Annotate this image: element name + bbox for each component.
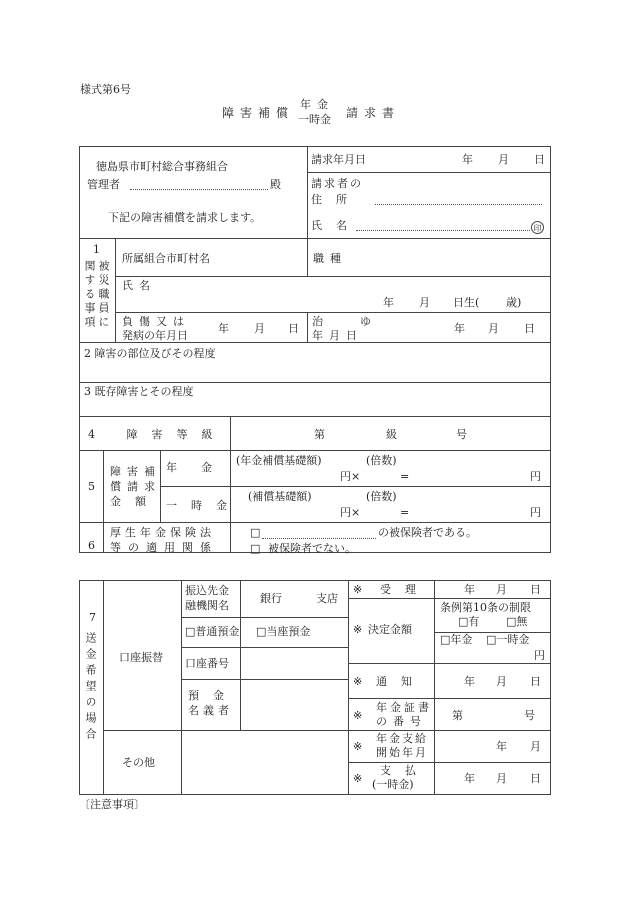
section5-number: 5 (88, 480, 95, 493)
pay-label-2: (一時金) (372, 778, 414, 791)
affiliation-label: 所属組合市町村名 (122, 252, 210, 265)
start-mark: ※ (353, 740, 363, 753)
pension-label: 年金 (166, 461, 236, 474)
current-deposit-checkbox[interactable]: □当座預金 (256, 625, 311, 638)
pension-yen-times: 円× (340, 470, 361, 483)
date-year: 年 (462, 153, 473, 166)
request-date-label: 請求年月日 (311, 153, 366, 166)
age: 歳) (506, 296, 522, 309)
article-limit-label: 条例第10条の制限 (440, 601, 531, 614)
insured-checkbox[interactable]: □ (250, 526, 261, 539)
notice-month: 月 (496, 675, 507, 688)
start-year: 年 (496, 740, 507, 753)
lump-equals: = (400, 506, 410, 519)
pension-yen: 円 (530, 470, 541, 483)
pay-month: 月 (496, 772, 507, 785)
seal-icon: 印 (531, 221, 544, 234)
limit-no-checkbox[interactable]: □無 (506, 615, 528, 628)
job-label: 職種 (313, 252, 347, 265)
birth-day: 日生( (453, 296, 480, 309)
pay-day: 日 (530, 772, 541, 785)
claimant-label: 請求者の (311, 177, 363, 190)
heal-day: 日 (524, 322, 535, 335)
cert-label-1: 年金証書 (376, 701, 432, 714)
not-insured-text: 被保険者でない。 (268, 542, 356, 555)
insured-text: の被保険者である。 (378, 526, 477, 539)
ordinary-deposit-checkbox[interactable]: □普通預金 (185, 625, 240, 638)
branch-suffix: 支店 (316, 592, 338, 605)
start-label-1: 年金支給 (376, 732, 428, 745)
section5-label-3: 金額 (110, 495, 160, 508)
section4-label: 4 障害等級 (88, 428, 227, 441)
decided-label: 決定金額 (368, 623, 412, 636)
lump-multiplier-label: (倍数) (366, 490, 397, 503)
injury-day: 日 (288, 322, 299, 335)
honorific: 殿 (270, 178, 281, 191)
title-stack-top: 年金 (300, 98, 334, 111)
heal-label-c: 年月日 (312, 329, 363, 342)
injury-label-2: 発病の年月日 (122, 329, 188, 342)
cert-prefix: 第 (452, 709, 463, 722)
received-day: 日 (530, 583, 541, 596)
pay-label-1: 支払 (380, 764, 430, 777)
injury-month: 月 (254, 322, 265, 335)
start-label-2: 開始年月 (376, 746, 428, 759)
birth-year: 年 (383, 296, 394, 309)
pay-year: 年 (464, 772, 475, 785)
address-line[interactable] (375, 204, 542, 205)
lump-base-label: (補償基礎額) (248, 490, 312, 503)
pension-multiplier-label: (倍数) (366, 454, 397, 467)
section1-label-col2: 関する事項 (83, 260, 96, 330)
lump-yen: 円 (530, 506, 541, 519)
notice-year: 年 (464, 675, 475, 688)
section7-number: 7 (89, 611, 96, 624)
birth-month: 月 (419, 296, 430, 309)
received-year: 年 (464, 583, 475, 596)
date-month: 月 (498, 153, 509, 166)
bank-label-1: 振込先金 (185, 584, 229, 597)
manager-name-line[interactable] (130, 189, 268, 190)
received-month: 月 (496, 583, 507, 596)
account-number-label: 口座番号 (185, 657, 229, 670)
received-label: 受理 (380, 583, 430, 596)
address-label: 住所 (311, 193, 361, 206)
section2-label: 2 障害の部位及びその程度 (84, 347, 216, 360)
section6-label-2: 等の適用関係 (110, 541, 218, 554)
notice-mark: ※ (353, 675, 363, 688)
holder-label-1: 預金 (188, 689, 238, 702)
injury-year: 年 (218, 322, 229, 335)
insurance-type-line[interactable] (262, 538, 376, 539)
bank-label-2: 融機関名 (185, 599, 229, 612)
start-month: 月 (530, 740, 541, 753)
addressee: 徳島県市町村総合事務組合 (96, 160, 228, 173)
decided-pension-checkbox[interactable]: □年金 (440, 633, 473, 646)
grade-prefix: 第 (314, 428, 325, 441)
heal-label-a: 治 (312, 315, 323, 328)
cert-mark: ※ (353, 709, 363, 722)
title-left: 障害補償 (222, 106, 295, 120)
pay-mark: ※ (353, 772, 363, 785)
pension-base-label: (年金補償基礎額) (236, 454, 322, 467)
form-number: 様式第6号 (80, 83, 131, 96)
grade-suffix: 号 (456, 428, 467, 441)
holder-label-2: 名義者 (188, 704, 233, 717)
section5-label-1: 障害補 (110, 465, 161, 478)
other-label: その他 (122, 756, 155, 769)
lump-yen-times: 円× (340, 506, 361, 519)
name-label: 氏名 (311, 219, 361, 232)
received-mark: ※ (353, 583, 363, 596)
decided-mark: ※ (353, 623, 363, 636)
section6-number: 6 (88, 539, 95, 552)
heal-month: 月 (488, 322, 499, 335)
notice-day: 日 (530, 675, 541, 688)
decided-yen: 円 (534, 649, 545, 662)
title-stack-bottom: 一時金 (298, 113, 331, 126)
grade-mid: 級 (386, 428, 397, 441)
not-insured-checkbox[interactable]: □ (250, 542, 261, 555)
pension-equals: = (400, 470, 410, 483)
section1-number: 1 (93, 243, 100, 256)
injury-label-1: 負傷又は (122, 315, 190, 328)
notes-label: 〔注意事項〕 (79, 798, 145, 811)
manager-label: 管理者 (87, 178, 120, 191)
name-line[interactable] (356, 230, 530, 231)
limit-yes-checkbox[interactable]: □有 (458, 615, 480, 628)
cert-suffix: 号 (524, 709, 535, 722)
heal-year: 年 (454, 322, 465, 335)
notice-label: 通知 (376, 675, 426, 688)
title-right: 請求書 (346, 106, 401, 120)
account-transfer-label: 口座振替 (119, 651, 163, 664)
request-text: 下記の障害補償を請求します。 (108, 211, 262, 224)
section5-label-2: 償請求 (110, 480, 161, 493)
section7-label: 送金希望の場合 (84, 632, 97, 744)
section3-label: 3 既存障害とその程度 (84, 385, 194, 398)
date-day: 日 (534, 153, 545, 166)
bank-suffix: 銀行 (260, 592, 282, 605)
decided-lump-checkbox[interactable]: □一時金 (486, 633, 530, 646)
heal-label-b: ゆ (360, 315, 371, 328)
section6-label-1: 厚生年金保険法 (110, 526, 215, 539)
cert-label-2: の番号 (376, 715, 427, 728)
victim-name-label: 氏名 (122, 279, 156, 292)
lump-label: 一時金 (166, 499, 241, 512)
section1-label-col1: 被災職員に (97, 260, 110, 330)
